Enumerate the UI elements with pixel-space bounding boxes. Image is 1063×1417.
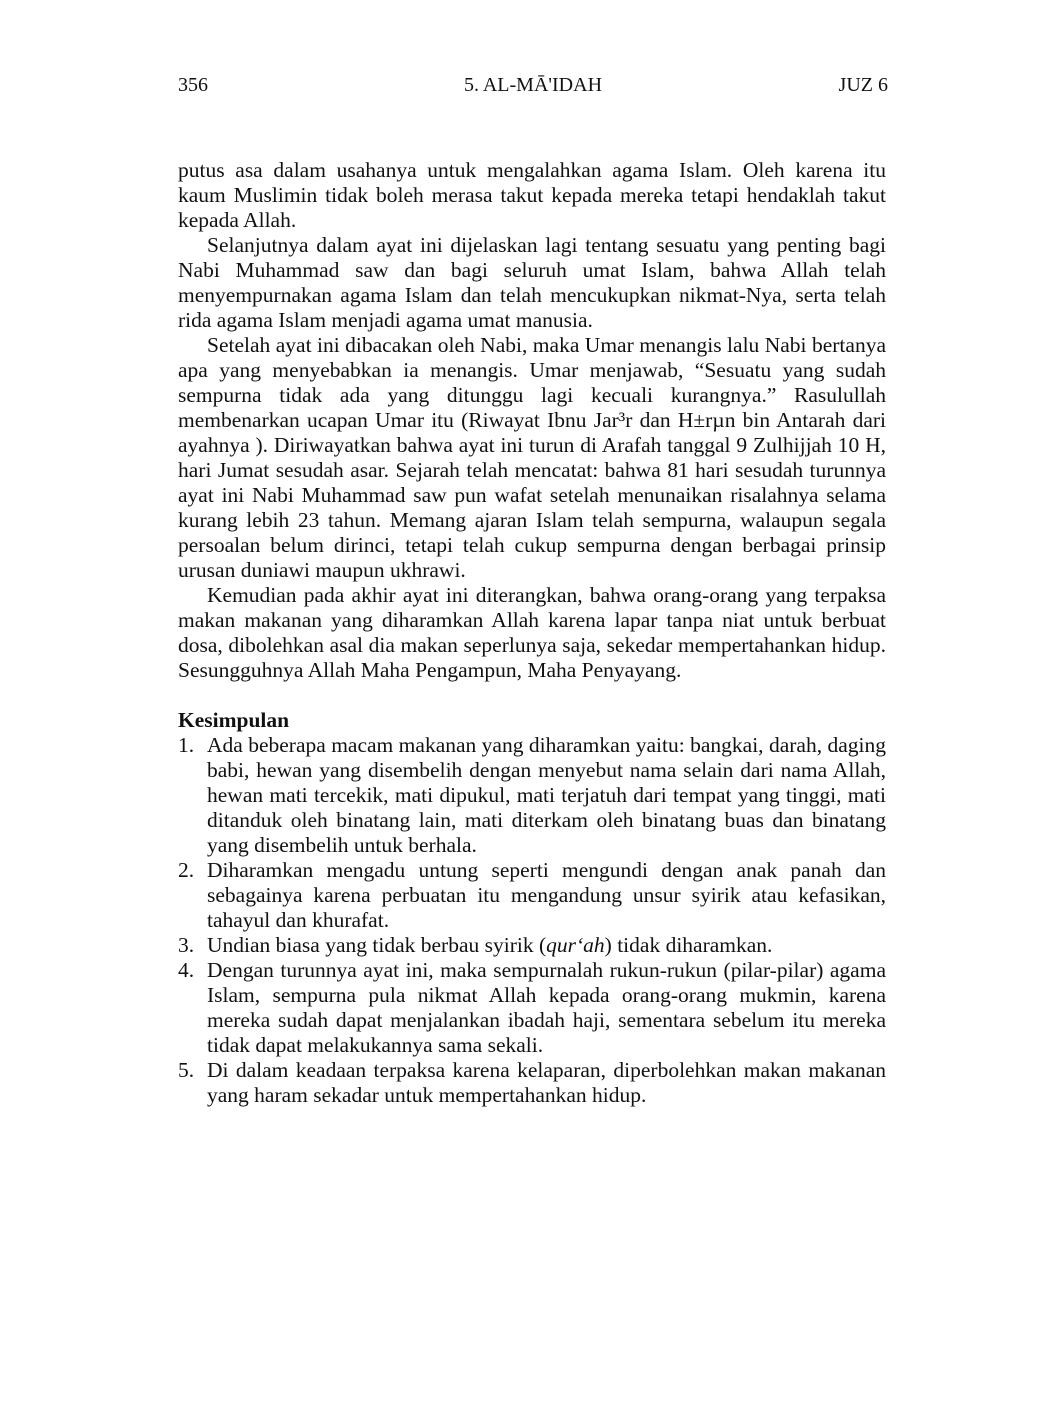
item-text: Di dalam keadaan terpaksa karena kelaparan, diperbolehkan makan makanan yang haram sekadar untuk mempertahankan hidup. — [207, 1058, 886, 1107]
item-text: Dengan turunnya ayat ini, maka sempurnalah rukun-rukun (pilar-pilar) agama Islam, sempurna pula nikmat Allah kepada orang-orang mukmin, karena mereka sudah dapat menjalankan ibadah haji, sementara sebelum itu mereka tidak dapat melakukannya sama sekali. — [207, 958, 886, 1057]
surah-title: 5. AL-MĀ'IDAH — [463, 74, 603, 96]
conclusion-list — [178, 733, 886, 1108]
juz-label: JUZ 6 — [838, 74, 888, 96]
page-number: 356 — [178, 74, 208, 96]
item-number: 1. — [178, 733, 195, 757]
item-text-after: ) tidak diharamkan. — [604, 933, 773, 957]
page-content — [178, 158, 886, 1108]
item-number: 5. — [178, 1058, 195, 1082]
conclusion-item — [178, 958, 886, 1058]
item-text: Diharamkan mengadu untung seperti mengundi dengan anak panah dan sebagainya karena perbuatan itu mengandung unsur syirik atau kefasikan, tahayul dan khurafat. — [207, 858, 886, 932]
body-paragraph: putus asa dalam usahanya untuk mengalahkan agama Islam. Oleh karena itu kaum Muslimin tidak boleh merasa takut kepada mereka tetapi hendaklah takut kepada Allah. — [178, 158, 886, 232]
body-paragraph: Setelah ayat ini dibacakan oleh Nabi, maka Umar menangis lalu Nabi bertanya apa yang menyebabkan ia menangis. Umar menjawab, “Sesuatu yang sudah sempurna tidak ada yang ditunggu lagi kecuali kurangnya.” Rasulullah membenarkan ucapan Umar itu (Riwayat Ibnu Jar³r dan H±rµn bin Antarah dari ayahnya ). Diriwayatkan bahwa ayat ini turun di Arafah tanggal 9 Zulhijjah 10 H, hari Jumat sesudah asar. Sejarah telah mencatat: bahwa 81 hari sesudah turunnya ayat ini Nabi Muhammad saw pun wafat setelah menunaikan risalahnya selama kurang lebih 23 tahun. Memang ajaran Islam telah sempurna, walaupun segala persoalan belum dirinci, tetapi telah cukup sempurna dengan berbagai prinsip urusan duniawi maupun ukhrawi. — [178, 333, 886, 582]
item-number: 4. — [178, 958, 195, 982]
item-text-before: Undian biasa yang tidak berbau syirik ( — [207, 933, 547, 957]
item-number: 2. — [178, 858, 195, 882]
conclusion-item — [178, 933, 886, 958]
item-text-italic: qur‘ah — [546, 933, 605, 957]
body-paragraph: Kemudian pada akhir ayat ini diterangkan, bahwa orang-orang yang terpaksa makan makanan yang diharamkan Allah karena lapar tanpa niat untuk berbuat dosa, dibolehkan asal dia makan seperlunya saja, sekedar mempertahankan hidup. Sesungguhnya Allah Maha Pengampun, Maha Penyayang. — [178, 583, 886, 682]
conclusion-item — [178, 858, 886, 933]
conclusion-heading: Kesimpulan — [178, 708, 290, 732]
body-paragraph: Selanjutnya dalam ayat ini dijelaskan lagi tentang sesuatu yang penting bagi Nabi Muhammad saw dan bagi seluruh umat Islam, bahwa Allah telah menyempurnakan agama Islam dan telah mencukupkan nikmat-Nya, serta telah rida agama Islam menjadi agama umat manusia. — [178, 233, 886, 332]
item-text — [207, 933, 772, 957]
item-number: 3. — [178, 933, 195, 957]
conclusion-item — [178, 1058, 886, 1108]
item-text: Ada beberapa macam makanan yang diharamkan yaitu: bangkai, darah, daging babi, hewan yang disembelih dengan menyebut nama selain dari nama Allah, hewan mati tercekik, mati dipukul, mati terjatuh dari tempat yang tinggi, mati ditanduk oleh binatang lain, mati diterkam oleh binatang buas dan binatang yang disembelih untuk berhala. — [207, 733, 886, 857]
conclusion-item — [178, 733, 886, 858]
page-header — [178, 72, 888, 98]
